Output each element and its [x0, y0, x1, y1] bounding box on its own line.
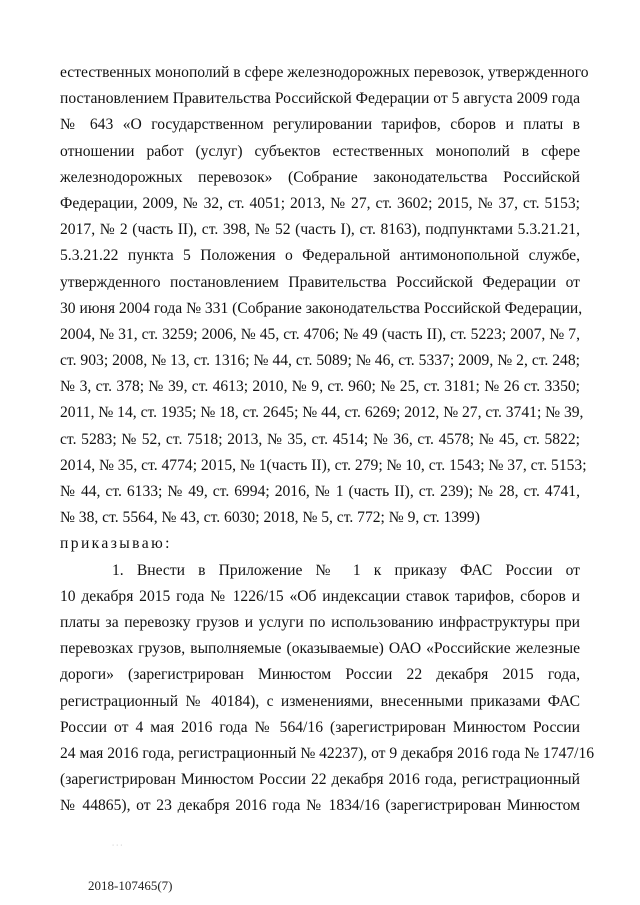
text-line: № 44865), от 23 декабря 2016 года № 1834/16 (зарегистрирован Минюстом: [60, 797, 580, 815]
text-line: 2004, № 31, ст. 3259; 2006, № 45, ст. 4706; № 49 (часть II), ст. 5223; 2007, № 7,: [60, 325, 580, 343]
text-line: 24 мая 2016 года, регистрационный № 42237), от 9 декабря 2016 года № 1747/16: [60, 744, 595, 762]
text-line: регистрационный № 40184), с изменениями, внесенными приказами ФАС: [60, 692, 580, 710]
text-line: 1. Внести в Приложение № 1 к приказу ФАС России от: [112, 561, 580, 579]
text-line: отношении работ (услуг) субъектов естественных монополий в сфере: [60, 142, 580, 160]
text-line: 10 декабря 2015 года № 1226/15 «Об индексации ставок тарифов, сборов и: [60, 587, 580, 605]
text-line: № 38, ст. 5564, № 43, ст. 6030; 2018, № 5, ст. 772; № 9, ст. 1399): [60, 509, 480, 527]
text-line: 5.3.21.22 пункта 5 Положения о Федеральной антимонопольной службе,: [60, 247, 580, 265]
text-line: (зарегистрирован Минюстом России 22 декабря 2016 года, регистрационный: [60, 771, 580, 789]
text-line: 2014, № 35, ст. 4774; 2015, № 1(часть II), ст. 279; № 10, ст. 1543; № 37, ст. 5153;: [60, 456, 587, 474]
text-line: 2017, № 2 (часть II), ст. 398, № 52 (часть I), ст. 8163), подпунктами 5.3.21.21,: [60, 221, 580, 239]
text-line: естественных монополий в сфере железнодорожных перевозок, утвержденного: [60, 64, 589, 81]
text-line: дороги» (зарегистрирован Минюстом России 22 декабря 2015 года,: [60, 666, 580, 684]
text-line: Федерации, 2009, № 32, ст. 4051; 2013, № 27, ст. 3602; 2015, № 37, ст. 5153;: [60, 194, 580, 212]
text-line: ст. 903; 2008, № 13, ст. 1316; № 44, ст. 5089; № 46, ст. 5337; 2009, № 2, ст. 248;: [60, 352, 580, 370]
document-code: 2018-107465(7): [88, 878, 173, 893]
text-line: ст. 5283; № 52, ст. 7518; 2013, № 35, ст. 4514; № 36, ст. 4578; № 45, ст. 5822;: [60, 430, 580, 448]
scan-artifact: ⸱ ⸱ ⸱: [112, 841, 123, 850]
text-line: 2011, № 14, ст. 1935; № 18, ст. 2645; № 44, ст. 6269; 2012, № 27, ст. 3741; № 39,: [60, 404, 584, 422]
text-line: утвержденного постановлением Правительства Российской Федерации от: [60, 273, 580, 291]
text-line: перевозках грузов, выполняемые (оказываемые) ОАО «Российские железные: [60, 640, 580, 658]
text-line: приказываю:: [60, 535, 172, 553]
text-line: № 643 «О государственном регулировании тарифов, сборов и платы в: [60, 116, 580, 134]
document-body: [60, 60, 595, 819]
text-line: платы за перевозку грузов и услуги по использованию инфраструктуры при: [60, 613, 580, 631]
text-line: № 44, ст. 6133; № 49, ст. 6994; 2016, № 1 (часть II), ст. 239); № 28, ст. 4741,: [60, 483, 580, 500]
text-line: России от 4 мая 2016 года № 564/16 (зарегистрирован Минюстом России: [60, 718, 580, 736]
text-line: 30 июня 2004 года № 331 (Собрание законодательства Российской Федерации,: [60, 299, 583, 317]
text-line: № 3, ст. 378; № 39, ст. 4613; 2010, № 9, ст. 960; № 25, ст. 3181; № 26 ст. 3350;: [60, 378, 580, 396]
text-line: железнодорожных перевозок» (Собрание законодательства Российской: [60, 168, 580, 186]
text-line: постановлением Правительства Российской Федерации от 5 августа 2009 года: [60, 90, 580, 108]
